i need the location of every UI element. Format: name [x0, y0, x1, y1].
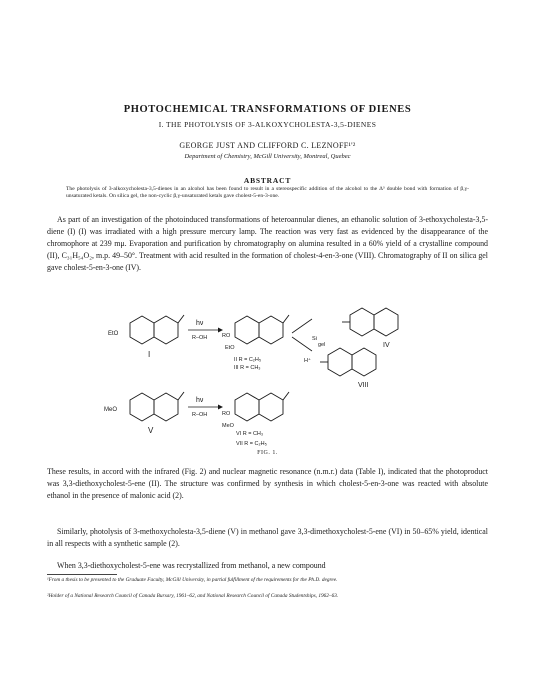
footnote-1: ¹From a thesis to be presented to the Graduate Faculty, McGill University, in partial fulfillment of the requirements for the Ph.D. degree.: [47, 577, 338, 583]
label-roh-1: R–OH: [192, 335, 208, 341]
label-hv-1: hν: [196, 320, 204, 327]
label-roh-2: R–OH: [192, 412, 208, 418]
label-meo-left: MeO: [104, 407, 118, 413]
label-compound-III: III R = CH₃: [234, 365, 261, 371]
label-ro-2: RO: [222, 411, 231, 417]
structure-II-III: [235, 315, 289, 344]
label-si: Si: [312, 336, 317, 342]
structure-VI-VII: [235, 392, 289, 421]
reaction-scheme-figure: [90, 305, 470, 450]
label-compound-I: I: [148, 350, 151, 359]
label-compound-VIII: VIII: [358, 382, 369, 389]
arrow-1-head: [218, 328, 223, 333]
label-compound-II: II R = C₂H₅: [234, 357, 262, 363]
structure-VIII: [320, 348, 376, 376]
structure-IV: [342, 308, 398, 336]
label-gel: gel: [318, 342, 326, 348]
author-affiliation: Department of Chemistry, McGill University, Montreal, Quebec: [184, 153, 351, 160]
paper-title: PHOTOCHEMICAL TRANSFORMATIONS OF DIENES: [123, 104, 412, 115]
label-compound-VII: VII R = C₂H₅: [236, 441, 267, 447]
label-eto-left: EtO: [108, 331, 119, 337]
footnote-2: ²Holder of a National Research Council of Canada Bursary, 1961–62, and National Research Council of Canada Studentships, 1962–63.: [47, 593, 339, 599]
figure-caption: FIG. 1.: [257, 450, 278, 456]
label-eto-mid: EtO: [225, 345, 235, 351]
label-compound-IV: IV: [383, 342, 390, 349]
abstract-heading: ABSTRACT: [243, 176, 292, 185]
arrow-2-head: [218, 405, 223, 410]
label-meo-mid: MeO: [222, 423, 234, 429]
footnote-divider: [47, 574, 117, 575]
body-paragraph-2: These results, in accord with the infrared (Fig. 2) and nuclear magnetic resonance (n.m.r.) data (Table I), indicated that the photoproduct was 3,3-diethoxycholest-5-ene (II). The structure was confirmed by synthesis in which cholest-5-en-3-one was reacted with absolute ethanol in the presence of malonic acid (2).: [47, 467, 488, 500]
label-compound-VI: VI R = CH₃: [236, 431, 264, 437]
body-paragraph-4: When 3,3-diethoxycholest-5-ene was recrystallized from methanol, a new compound: [57, 561, 326, 570]
paper-subtitle: I. THE PHOTOLYSIS OF 3-ALKOXYCHOLESTA-3,5-DIENES: [158, 120, 377, 129]
label-compound-V: V: [148, 426, 154, 435]
label-ro-1: RO: [222, 333, 231, 339]
label-hv-2: hν: [196, 397, 204, 404]
body-paragraph-3: Similarly, photolysis of 3-methoxycholesta-3,5-diene (V) in methanol gave 3,3-dimethoxycholest-5-ene (VI) in 50–65% yield, identical in all respects with a synthetic sample (2).: [47, 527, 488, 548]
paper-authors: GEORGE JUST AND CLIFFORD C. LEZNOFF¹'²: [179, 141, 356, 150]
arrow-to-IV: [292, 319, 312, 333]
body-paragraph-1: As part of an investigation of the photoinduced transformations of heteroannular dienes, an ethanolic solution of 3-ethoxycholesta-3,5-diene (I) (I) was irradiated with a high pressure mercury lamp. The reaction was very fast as evidenced by the disappearance of the chromophore at 239 mμ. Evaporation and purification by chromatography on alumina resulted in a 60% yield of a crystalline compound (II), C₃₁H₅₄O₂, m.p. 49–50°. Treatment with acid resulted in the formation of cholest-4-en-3-one (VIII). Chromatography of II on silica gel gave cholest-5-en-3-one (IV).: [47, 215, 488, 272]
label-hplus: H⁺: [304, 358, 311, 364]
arrow-to-VIII: [292, 337, 312, 351]
structure-I: [130, 315, 184, 344]
structure-V: [130, 392, 184, 421]
abstract-text: The photolysis of 3-alkoxycholesta-3,5-dienes in an alcohol has been found to result in a stereospecific addition of the alcohol to the Δ³ double bond with formation of β,γ-unsaturated ketals. On silica gel, the non-cyclic β,γ-unsaturated ketals gave cholest-5-en-3-one.: [66, 186, 469, 200]
